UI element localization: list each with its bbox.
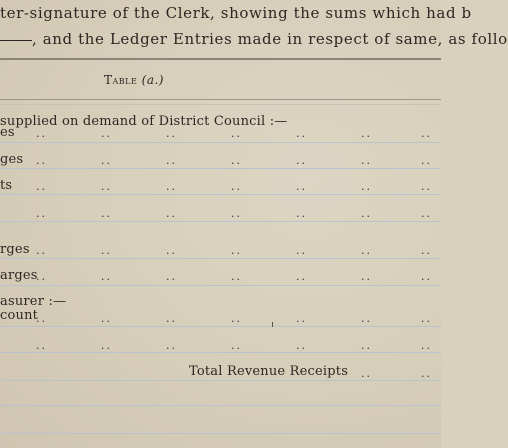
- dot-leader: ..: [166, 339, 177, 352]
- ruled-line: [0, 221, 441, 222]
- dot-leader: ..: [421, 270, 432, 283]
- dot-leader: ..: [166, 180, 177, 193]
- dot-leader: ..: [296, 270, 307, 283]
- row-label: count: [0, 308, 39, 323]
- column-header-rule: [0, 99, 441, 100]
- dot-leader: ..: [361, 339, 372, 352]
- dot-leader: ..: [421, 244, 432, 257]
- dot-leader: ..: [36, 127, 47, 140]
- total-label: Total Revenue Receipts: [189, 364, 349, 379]
- ruled-line: [0, 168, 441, 169]
- ruled-line: [0, 352, 441, 353]
- dot-leader: ..: [231, 154, 242, 167]
- ruled-line: [0, 194, 441, 195]
- dot-leader: ..: [361, 244, 372, 257]
- dot-leader: ..: [231, 127, 242, 140]
- table-label-word: Table: [104, 73, 138, 87]
- dot-leader: ..: [231, 244, 242, 257]
- ruled-line: [0, 433, 441, 434]
- dot-leader: ..: [231, 339, 242, 352]
- row-label: ges: [0, 152, 24, 167]
- dot-leader: ..: [36, 154, 47, 167]
- dot-leader: ..: [101, 312, 112, 325]
- dot-leader: ..: [361, 127, 372, 140]
- dot-leader: ..: [231, 270, 242, 283]
- dot-leader: ..: [421, 367, 432, 380]
- row-label: es: [0, 125, 15, 140]
- dot-leader: ..: [101, 270, 112, 283]
- dot-leader: ..: [296, 207, 307, 220]
- dot-leader: ..: [421, 180, 432, 193]
- ruled-line: [0, 285, 441, 286]
- dot-leader: ..: [296, 154, 307, 167]
- dot-leader: ..: [166, 127, 177, 140]
- dot-leader: ..: [421, 339, 432, 352]
- dot-leader: ..: [166, 312, 177, 325]
- dot-leader: ..: [296, 180, 307, 193]
- dot-leader: ..: [101, 127, 112, 140]
- ruled-line: [0, 142, 441, 143]
- dot-leader: ..: [421, 312, 432, 325]
- dot-leader: ..: [101, 180, 112, 193]
- dot-leader: ..: [166, 270, 177, 283]
- row-label: ts: [0, 178, 13, 193]
- dot-leader: ..: [36, 207, 47, 220]
- dot-leader: ..: [231, 180, 242, 193]
- dot-leader: ..: [36, 180, 47, 193]
- ruled-line: [0, 326, 441, 327]
- row-label: rges: [0, 242, 30, 257]
- dot-leader: ..: [361, 270, 372, 283]
- table-label: [104, 73, 164, 87]
- dot-leader: ..: [421, 127, 432, 140]
- dot-leader: ..: [166, 154, 177, 167]
- dot-leader: ..: [101, 207, 112, 220]
- ruled-line: [0, 380, 441, 381]
- dot-leader: ..: [231, 207, 242, 220]
- column-header-rule-2: [0, 104, 441, 105]
- row-label: supplied on demand of District Council :—: [0, 114, 288, 129]
- dot-leader: ..: [36, 339, 47, 352]
- dot-leader: ..: [166, 244, 177, 257]
- dot-leader: ..: [36, 270, 47, 283]
- dot-leader: ..: [361, 312, 372, 325]
- dot-leader: ..: [296, 312, 307, 325]
- dot-leader: ..: [296, 339, 307, 352]
- ink-tick: [272, 322, 273, 327]
- header-blank: [0, 40, 32, 41]
- header-line-1: ter-signature of the Clerk, showing the sums which had b: [0, 4, 472, 22]
- header-line-2-wrap: [0, 30, 508, 48]
- table-label-suffix: (a.): [141, 73, 164, 87]
- dot-leader: ..: [101, 339, 112, 352]
- dot-leader: ..: [36, 312, 47, 325]
- header-rule: [0, 58, 441, 60]
- ruled-line: [0, 258, 441, 259]
- header-line-2: , and the Ledger Entries made in respect of same, as follo: [32, 30, 508, 48]
- dot-leader: ..: [361, 207, 372, 220]
- dot-leader: ..: [361, 367, 372, 380]
- dot-leader: ..: [296, 127, 307, 140]
- row-label: arges: [0, 268, 38, 283]
- row-label: asurer :—: [0, 294, 67, 309]
- dot-leader: ..: [231, 312, 242, 325]
- dot-leader: ..: [361, 180, 372, 193]
- dot-leader: ..: [361, 154, 372, 167]
- dot-leader: ..: [421, 154, 432, 167]
- ruled-line: [0, 405, 441, 406]
- dot-leader: ..: [296, 244, 307, 257]
- dot-leader: ..: [166, 207, 177, 220]
- dot-leader: ..: [421, 207, 432, 220]
- dot-leader: ..: [101, 154, 112, 167]
- dot-leader: ..: [36, 244, 47, 257]
- dot-leader: ..: [101, 244, 112, 257]
